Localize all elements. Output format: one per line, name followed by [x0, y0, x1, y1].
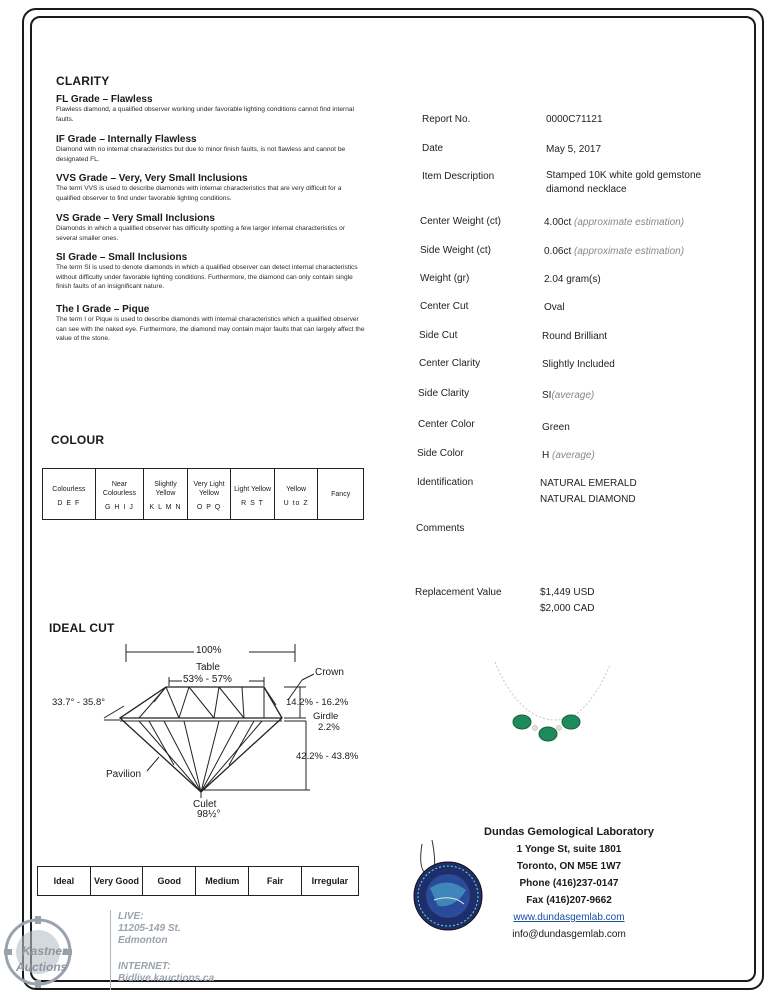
identification-label: Identification	[417, 477, 474, 488]
grade-description: The term SI is used to denote diamonds in which a qualified observer can detect internal characteristics without difficulty under favorable lighting conditions. Furthermore, the diamond can only contain single finish faults of an insignificant nature.	[56, 264, 358, 291]
center-weight-value: 4.00ct (approximate estimation)	[544, 217, 685, 228]
clarity-grade-si	[56, 252, 366, 292]
side-clarity-label: Side Clarity	[418, 388, 470, 399]
colour-cell-light-yellow: Light Yellow R S T	[231, 469, 275, 520]
diagram-table-label: Table	[196, 662, 220, 673]
lab-website-link[interactable]: www.dundasgemlab.com	[513, 912, 625, 923]
watermark-live-city: Edmonton	[118, 935, 168, 946]
lab-phone: Phone (416)237-0147	[519, 878, 619, 889]
side-weight-value: 0.06ct (approximate estimation)	[544, 246, 685, 257]
colour-cell-near-colourless: Near Colourless G H I J	[95, 469, 144, 520]
cut-grade-very-good: Very Good	[90, 867, 143, 896]
item-description-value: Stamped 10K white gold gemstone diamond necklace	[546, 170, 702, 195]
watermark-brand-top: Kastner	[22, 944, 67, 958]
grade-title: SI Grade – Small Inclusions	[56, 252, 188, 263]
diagram-culet-label: Culet	[193, 799, 217, 810]
report-no-label: Report No.	[422, 114, 471, 125]
center-weight-label: Center Weight (ct)	[420, 216, 501, 227]
lab-fax: Fax (416)207-9662	[526, 895, 612, 906]
comments-label: Comments	[416, 523, 465, 534]
cut-grade-good: Good	[143, 867, 196, 896]
ideal-cut-heading: IDEAL CUT	[49, 621, 115, 635]
diagram-girdle-label: Girdle	[313, 711, 339, 722]
lab-address-line2: Toronto, ON M5E 1W7	[516, 861, 622, 872]
watermark-internet-url[interactable]: Bidlive.kauctions.ca	[118, 973, 215, 984]
center-clarity-label: Center Clarity	[419, 358, 481, 369]
date-value: May 5, 2017	[546, 144, 602, 155]
identification-value: NATURAL EMERALD NATURAL DIAMOND	[540, 478, 637, 505]
watermark-internet-label: INTERNET:	[118, 961, 171, 972]
lab-email[interactable]: info@dundasgemlab.com	[512, 929, 626, 940]
center-cut-label: Center Cut	[420, 301, 469, 312]
weight-label: Weight (gr)	[420, 273, 470, 284]
watermark-live-label: LIVE:	[118, 911, 144, 922]
grade-description: The term VVS is used to describe diamonds with internal characteristics that are very difficult for a qualified observer to find under favorable lighting conditions.	[56, 185, 342, 202]
grade-description: Diamond with no internal characteristics but due to minor finish faults, is not flawless and cannot be designated FL.	[56, 146, 346, 163]
colour-grade-table	[42, 468, 364, 520]
center-clarity-value: Slightly Included	[542, 359, 615, 370]
center-color-label: Center Color	[418, 419, 475, 430]
cut-grade-medium: Medium	[196, 867, 249, 896]
clarity-grade-vs	[56, 213, 366, 243]
diagram-pavilion-label: Pavilion	[106, 769, 142, 780]
clarity-grade-i	[56, 304, 366, 344]
replacement-value-label: Replacement Value	[415, 587, 502, 598]
colour-cell-slightly-yellow: Slightly Yellow K L M N	[144, 469, 188, 520]
report-no-value: 0000C71121	[546, 114, 603, 125]
colour-cell-yellow: Yellow U to Z	[274, 469, 318, 520]
colour-heading: COLOUR	[51, 433, 105, 447]
colour-cell-fancy: Fancy	[318, 469, 364, 520]
grade-description: The term I or Pique is used to describe diamonds with internal characteristics which a qualified observer can see with the naked eye. Furthermore, the diamond may contain major faults that can largely affect the value of the stone.	[56, 316, 365, 343]
side-clarity-value: SI(average)	[542, 390, 595, 401]
clarity-heading: CLARITY	[56, 74, 110, 88]
side-color-label: Side Color	[417, 448, 464, 459]
diagram-crown-label: Crown	[315, 667, 344, 678]
colour-cell-very-light-yellow: Very Light Yellow O P Q	[187, 469, 231, 520]
watermark-live-address: 11205-149 St.	[118, 923, 181, 934]
diagram-table-range: 53% - 57%	[183, 674, 232, 685]
side-color-value: H (average)	[542, 450, 595, 461]
grade-description: Diamonds in which a qualified observer has difficulty spotting a few larger internal characteristics or several smaller ones.	[56, 225, 346, 242]
diagram-pavilion-depth: 42.2% - 43.8%	[296, 751, 359, 762]
watermark-brand-bottom: Auctions	[16, 960, 68, 974]
grade-title: FL Grade – Flawless	[56, 94, 153, 105]
diagram-crown-height: 14.2% - 16.2%	[286, 697, 349, 708]
lab-contact-block	[466, 824, 672, 943]
cut-grade-table	[37, 866, 359, 896]
cut-grade-irregular: Irregular	[301, 867, 358, 896]
necklace-photo	[480, 650, 630, 760]
center-cut-value: Oval	[544, 302, 565, 313]
clarity-grade-if	[56, 134, 366, 164]
lab-address-line1: 1 Yonge St, suite 1801	[516, 844, 622, 855]
weight-value: 2.04 gram(s)	[544, 274, 601, 285]
grade-title: VVS Grade – Very, Very Small Inclusions	[56, 173, 248, 184]
diagram-width-label: 100%	[196, 645, 222, 656]
date-label: Date	[422, 143, 444, 154]
diagram-culet-value: 98½°	[197, 809, 221, 820]
side-cut-value: Round Brilliant	[542, 331, 608, 342]
diagram-girdle-value: 2.2%	[318, 722, 340, 733]
side-cut-label: Side Cut	[419, 330, 458, 341]
item-description-label: Item Description	[422, 171, 495, 182]
diagram-crown-angle: 33.7° - 35.8°	[52, 697, 106, 708]
cut-grade-ideal: Ideal	[38, 867, 91, 896]
grade-description: Flawless diamond, a qualified observer working under favorable lighting conditions cannot find internal faults.	[56, 106, 354, 123]
grade-title: IF Grade – Internally Flawless	[56, 134, 197, 145]
center-color-value: Green	[542, 422, 570, 433]
watermark-divider	[110, 910, 111, 990]
side-weight-label: Side Weight (ct)	[420, 245, 491, 256]
grade-title: VS Grade – Very Small Inclusions	[56, 213, 215, 224]
lab-name: Dundas Gemological Laboratory	[484, 826, 654, 838]
clarity-grade-fl	[56, 94, 366, 124]
replacement-value: $1,449 USD $2,000 CAD	[540, 587, 595, 614]
clarity-grade-vvs	[56, 173, 366, 203]
colour-cell-colourless: Colourless D E F	[43, 469, 96, 520]
cut-grade-fair: Fair	[249, 867, 301, 896]
grade-title: The I Grade – Pique	[56, 304, 150, 315]
